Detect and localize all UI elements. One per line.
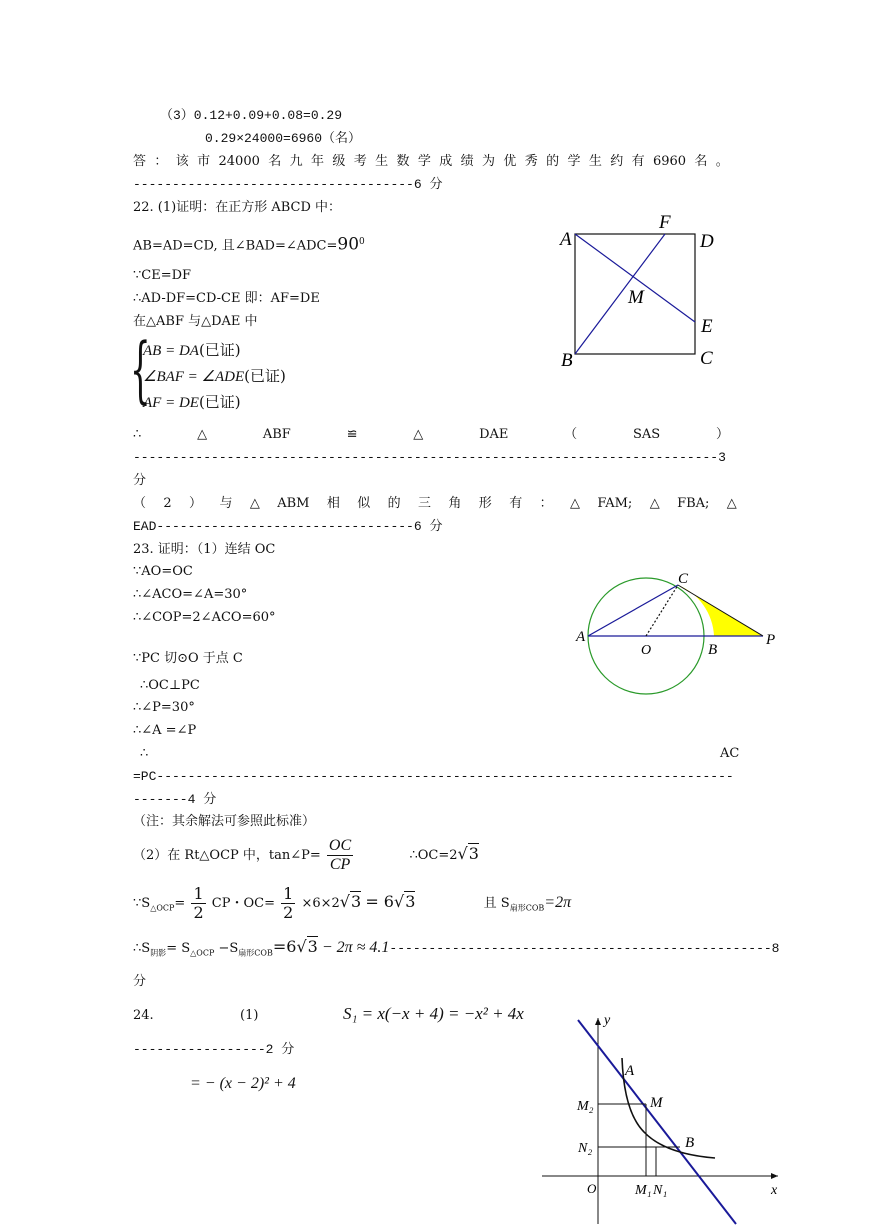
q24-score: -----------------2 分 xyxy=(133,1042,295,1057)
word: ≌ xyxy=(346,427,358,442)
q23-l8b: AC xyxy=(720,746,740,761)
word: 2 xyxy=(163,496,172,511)
word: 的 xyxy=(387,496,401,511)
label-y: y xyxy=(604,1013,611,1028)
hyperbola xyxy=(622,1058,715,1158)
word: △ xyxy=(413,427,424,442)
word: （ xyxy=(133,496,147,511)
label-c: C xyxy=(700,348,713,369)
word: （ xyxy=(564,427,578,442)
square-figure xyxy=(555,208,725,373)
word: 有 xyxy=(631,154,645,169)
q23-l9: =PC-------------------------------------------------------------------------- xyxy=(133,769,734,784)
radius-oc xyxy=(646,585,678,636)
word: 形 xyxy=(478,496,492,511)
word: 角 xyxy=(448,496,462,511)
word: FBA; xyxy=(677,496,710,511)
word: DAE xyxy=(479,427,509,442)
label-o: O xyxy=(641,643,652,658)
q22-title: 22. (1)证明：在正方形 ABCD 中： xyxy=(133,200,342,215)
word: 。 xyxy=(715,154,729,169)
word: 数 xyxy=(396,154,410,169)
segment-ae xyxy=(575,234,695,322)
word: 成 xyxy=(439,154,453,169)
q22-line4: 在△ABF 与△DAE 中 xyxy=(133,314,258,329)
shaded-area-line: $\therefore S_{阴影}= S_{\triangle OCP} -S_{扇形COB}=6√3 - 2\pi \approx 4.1-------------------------------------------------8$ xyxy=(133,937,780,958)
word: △ xyxy=(726,496,737,511)
label-n1: N₁ xyxy=(653,1183,668,1198)
q22-line1: AB=AD=CD, 且$\angle BAD=\angle ADC=90^0$ xyxy=(133,234,365,255)
q23-l3: ∴∠COP=2∠ACO=60° xyxy=(133,610,276,625)
word: 生 xyxy=(588,154,602,169)
q22-dashes: ---------------------------------------------------------------------------3 xyxy=(133,450,726,465)
word: 级 xyxy=(332,154,346,169)
label-m1: M₁ xyxy=(635,1183,652,1198)
label-b: B xyxy=(708,642,718,658)
label-a: A xyxy=(576,629,586,645)
area-line: $\because S_{\triangle OCP}=$ $\frac{1}{2}$ CP・OC= $\frac{1}{2}$ ×6×2√3 = 6√3 且 $S_{扇形COB}=2\pi$ xyxy=(133,884,572,922)
q23-l2: ∴∠ACO=∠A=30° xyxy=(133,587,248,602)
word: 的 xyxy=(546,154,560,169)
segment-bf xyxy=(575,234,665,354)
word: 考 xyxy=(353,154,367,169)
chord-ac xyxy=(588,585,678,636)
graph-figure xyxy=(540,1012,785,1226)
word: 24000 xyxy=(218,154,260,169)
s3-line2: 0.29×24000=6960（名） xyxy=(205,131,362,146)
tan-line: （2）在 Rt△OCP 中，tan∠P= $\frac{OC}{CP}$ ∴OC=2√3 xyxy=(133,837,479,873)
q23-l6: ∴∠P=30° xyxy=(133,700,195,715)
q23-l10: -------4 分 xyxy=(133,792,217,807)
q24-formula: S₁ = x(−x + 4) = −x² + 4x xyxy=(343,1004,524,1023)
word: ∴ xyxy=(133,427,142,442)
q23-l5: ∴OC⊥PC xyxy=(140,678,200,693)
q24-eq2: = − (x − 2)² + 4 xyxy=(190,1075,296,1092)
s3-score: ------------------------------------6 分 xyxy=(133,177,443,192)
label-c: C xyxy=(678,571,689,587)
s3-line1: （3）0.12+0.09+0.08=0.29 xyxy=(160,108,343,123)
y-arrow xyxy=(595,1018,601,1025)
word: 三 xyxy=(418,496,432,511)
label-p: P xyxy=(766,632,776,648)
word: SAS xyxy=(632,427,661,442)
q23-fen: 分 xyxy=(133,974,147,989)
label-d: D xyxy=(700,231,714,252)
label-m2: M₂ xyxy=(577,1099,594,1114)
q23-note: （注：其余解法可参照此标准） xyxy=(133,814,316,829)
word: 学 xyxy=(567,154,581,169)
q24-num: 24. xyxy=(133,1008,154,1023)
word: 相 xyxy=(326,496,340,511)
circle-figure xyxy=(568,566,783,698)
word: ） xyxy=(189,496,203,511)
system-brace: { xyxy=(130,327,151,411)
q23-l8a: ∴ xyxy=(140,746,149,761)
word: 名 xyxy=(694,154,708,169)
q23-l4: ∵PC 切⊙O 于点 C xyxy=(133,651,243,666)
similar-triangles-line xyxy=(133,495,737,513)
q22-p2-line2: EAD---------------------------------6 分 xyxy=(133,519,443,534)
x-arrow xyxy=(771,1173,778,1179)
word: 绩 xyxy=(460,154,474,169)
q22-line3: ∴AD-DF=CD-CE 即：AF=DE xyxy=(133,291,320,306)
q22-line2: ∵CE=DF xyxy=(133,268,192,283)
word: 与 xyxy=(219,496,233,511)
word: 名 xyxy=(268,154,282,169)
word: ： xyxy=(539,496,553,511)
q24-part: (1) xyxy=(240,1008,259,1023)
word: 九 xyxy=(289,154,303,169)
word: 秀 xyxy=(524,154,538,169)
label-a: A xyxy=(625,1063,635,1079)
word: 学 xyxy=(417,154,431,169)
word: △ xyxy=(197,427,208,442)
label-m: M xyxy=(628,287,644,308)
word: △ xyxy=(649,496,660,511)
word: 优 xyxy=(503,154,517,169)
word: 6960 xyxy=(652,154,687,169)
q23-l1: ∵AO=OC xyxy=(133,564,193,579)
q22-fen: 分 xyxy=(133,473,147,488)
label-b: B xyxy=(685,1135,695,1151)
word: 年 xyxy=(310,154,324,169)
word: 有 xyxy=(509,496,523,511)
word: △ xyxy=(569,496,580,511)
label-e: E xyxy=(701,316,713,337)
label-b: B xyxy=(561,350,573,371)
word: 答 xyxy=(133,154,147,169)
label-o: O xyxy=(587,1181,597,1196)
sys-row-2: ∠BAF = ∠ADE(已证) xyxy=(143,367,286,385)
word: 约 xyxy=(610,154,624,169)
label-f: F xyxy=(659,212,671,233)
word: △ xyxy=(249,496,260,511)
word: 市 xyxy=(197,154,211,169)
label-x: x xyxy=(771,1183,778,1198)
word: ： xyxy=(154,154,168,169)
word: ABM xyxy=(277,496,310,511)
word: 为 xyxy=(481,154,495,169)
sys-row-3: AF = DE(已证) xyxy=(143,393,241,411)
word: ABF xyxy=(262,427,291,442)
answer-line xyxy=(133,153,729,171)
label-n2: N₂ xyxy=(578,1141,593,1156)
congruence-line xyxy=(133,426,729,444)
word: FAM; xyxy=(597,496,633,511)
q23-title: 23. 证明：（1）连结 OC xyxy=(133,542,276,557)
label-a: A xyxy=(560,229,572,250)
word: 生 xyxy=(375,154,389,169)
word: 似 xyxy=(357,496,371,511)
word: 该 xyxy=(175,154,189,169)
word: ） xyxy=(715,427,729,442)
sys-row-1: AB = DA(已证) xyxy=(143,341,241,359)
label-m: M xyxy=(650,1095,663,1111)
q23-l7: ∴∠A =∠P xyxy=(133,723,197,738)
